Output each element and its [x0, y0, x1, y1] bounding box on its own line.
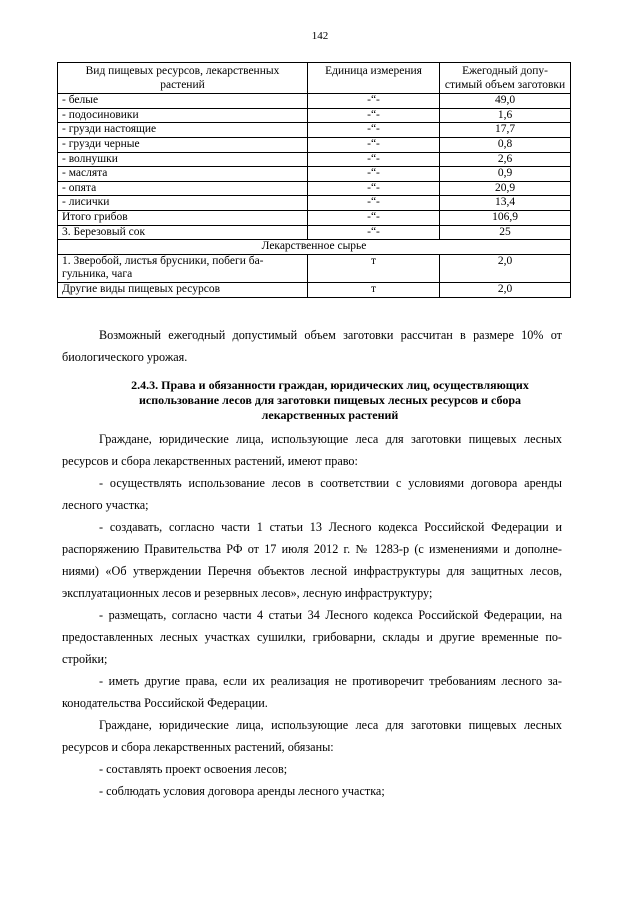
paragraph: - составлять проект освоения лесов;	[99, 762, 288, 776]
cell-unit: т	[308, 254, 440, 282]
table-row	[58, 210, 571, 225]
cell-unit: -“-	[308, 108, 440, 123]
header-annual-volume: Ежегодный допу-стимый объем заготовки	[440, 63, 571, 94]
cell-volume: 20,9	[440, 181, 571, 196]
cell-resource: - волнушки	[58, 152, 308, 167]
cell-unit: т	[308, 282, 440, 297]
section-heading: 2.4.3. Права и обязанности граждан, юридических лиц, осуществляющих использование лесов для заготовки пищевых лесных ресурсов и сбора лекарственных растений	[131, 378, 529, 422]
cell-unit: -“-	[308, 196, 440, 211]
cell-resource: 1. Зверобой, листья брусники, побеги ба-гульника, чага	[58, 254, 308, 282]
cell-resource: - грузди черные	[58, 137, 308, 152]
cell-resource: - подосиновики	[58, 108, 308, 123]
cell-volume: 2,6	[440, 152, 571, 167]
paragraph: - осуществлять использование лесов в соответствии с условиями договора аренды лесного участка;	[62, 476, 562, 512]
table-row	[58, 254, 571, 282]
cell-unit: -“-	[308, 225, 440, 240]
cell-unit: -“-	[308, 137, 440, 152]
cell-volume: 17,7	[440, 123, 571, 138]
paragraph: - создавать, согласно части 1 статьи 13 Лесного кодекса Российской Федерации и распоряжению Правительства РФ от 17 июля 2012 г. № 1283-р (с изменениями и дополне-ниями) «Об утверждении Перечня объектов лесной инфраструктуры для защитных лесов, эксплуатационных лесов и резервных лесов», лесную инфраструктуру;	[62, 520, 562, 600]
cell-unit: -“-	[308, 94, 440, 109]
section-label: Лекарственное сырье	[58, 240, 571, 255]
paragraph: Граждане, юридические лица, использующие леса для заготовки пищевых лесных ресурсов и сбора лекарственных растений, имеют право:	[62, 432, 562, 468]
table-section-row	[58, 240, 571, 255]
table-row	[58, 181, 571, 196]
table-header-row	[58, 63, 571, 94]
table-row	[58, 108, 571, 123]
table-row	[58, 282, 571, 297]
table-row	[58, 167, 571, 182]
table-row	[58, 123, 571, 138]
cell-resource: - лисички	[58, 196, 308, 211]
cell-volume: 13,4	[440, 196, 571, 211]
paragraph: - соблюдать условия договора аренды лесного участка;	[99, 784, 385, 798]
cell-volume: 25	[440, 225, 571, 240]
cell-resource: - опята	[58, 181, 308, 196]
cell-resource: - белые	[58, 94, 308, 109]
table-row	[58, 225, 571, 240]
paragraph: - иметь другие права, если их реализация не противоречит требованиям лесного за-конодательства Российской Федерации.	[62, 674, 562, 710]
page-number: 142	[311, 30, 329, 42]
cell-unit: -“-	[308, 123, 440, 138]
cell-volume: 2,0	[440, 254, 571, 282]
cell-volume: 1,6	[440, 108, 571, 123]
cell-resource: - маслята	[58, 167, 308, 182]
cell-resource: Другие виды пищевых ресурсов	[58, 282, 308, 297]
table-row	[58, 196, 571, 211]
body-text	[62, 428, 562, 802]
cell-resource: Итого грибов	[58, 210, 308, 225]
cell-resource: - грузди настоящие	[58, 123, 308, 138]
cell-resource: 3. Березовый сок	[58, 225, 308, 240]
cell-unit: -“-	[308, 167, 440, 182]
cell-volume: 106,9	[440, 210, 571, 225]
cell-unit: -“-	[308, 210, 440, 225]
paragraph: Граждане, юридические лица, использующие леса для заготовки пищевых лесных ресурсов и сбора лекарственных растений, обязаны:	[62, 718, 562, 754]
table-row	[58, 137, 571, 152]
header-resource-type: Вид пищевых ресурсов, лекарственных растений	[58, 63, 308, 94]
table-row	[58, 152, 571, 167]
header-unit: Единица измерения	[308, 63, 440, 94]
cell-volume: 0,9	[440, 167, 571, 182]
note-paragraph: Возможный ежегодный допустимый объем заготовки рассчитан в размере 10% от биологического урожая.	[62, 328, 562, 364]
paragraph: - размещать, согласно части 4 статьи 34 Лесного кодекса Российской Федерации, на предоставленных лесных участках сушилки, грибоварни, склады и другие временные по-стройки;	[62, 608, 562, 666]
cell-volume: 2,0	[440, 282, 571, 297]
cell-unit: -“-	[308, 181, 440, 196]
cell-unit: -“-	[308, 152, 440, 167]
cell-volume: 0,8	[440, 137, 571, 152]
cell-volume: 49,0	[440, 94, 571, 109]
table-row	[58, 94, 571, 109]
resources-table	[57, 62, 571, 298]
